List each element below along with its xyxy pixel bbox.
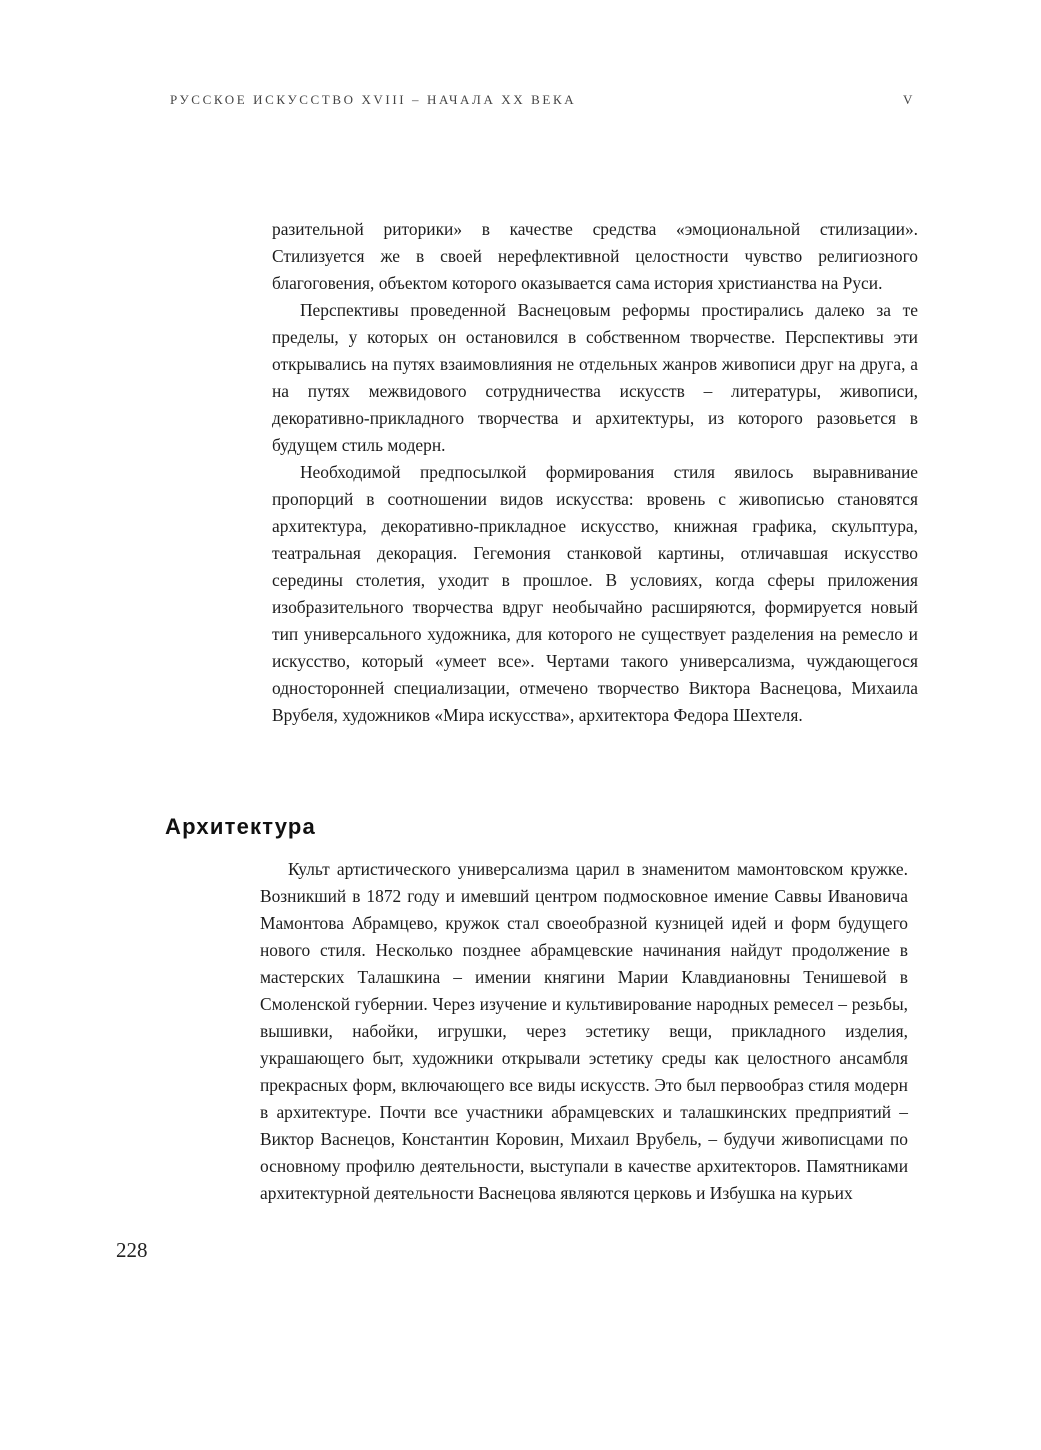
paragraph: Культ артистического универсализма царил в знаменитом мамонтовском кружке. Возникший в 1872 году и имевший центром подмосковное имение Саввы Ивановича Мамонтова Абрамцево, кружок стал своеобразной кузницей идей и форм будущего нового стиля. Несколько позднее абрамцевские начинания найдут продолжение в мастерских Талашкина – имении княгини Марии Клавдиановны Тенишевой в Смоленской губернии. Через изучение и культивирование народных ремесел – резьбы, вышивки, набойки, игрушки, через эстетику вещи, прикладного изделия, украшающего быт, художники открывали эстетику среды как целостного ансамбля прекрасных форм, включающего все виды искусств. Это был первообраз стиля модерн в архитектуре. Почти все участники абрамцевских и талашкинских предприятий – Виктор Васнецов, Константин Коровин, Михаил Врубель, – будучи живописцами по основному профилю деятельности, выступали в качестве архитекторов. Памятниками архитектурной деятельности Васнецова являются церковь и Избушка на курьих bbox=[260, 859, 908, 1203]
section-heading: Архитектура bbox=[165, 814, 316, 839]
part-number: V bbox=[903, 92, 915, 107]
page-number: 228 bbox=[116, 1238, 148, 1262]
running-title: РУССКОЕ ИСКУССТВО XVIII – НАЧАЛА XX ВЕКА bbox=[170, 92, 577, 107]
paragraph: Перспективы проведенной Васнецовым реформы простирались далеко за те пределы, у которых он остановился в собственном творчестве. Перспективы эти открывались на путях взаимовлияния не отдельных жанров живописи друг на друга, а на путях межвидового сотрудничества искусств – литературы, живописи, декоративно-прикладного творчества и архитектуры, из которого разовьется в будущем стиль модерн. bbox=[272, 300, 918, 455]
paragraph-continued: разительной риторики» в качестве средства «эмоциональной стилизации». Стилизуется же в своей нерефлективной целостности чувство религиозного благоговения, объектом которого оказывается сама история христианства на Руси. bbox=[272, 219, 918, 293]
paragraph: Необходимой предпосылкой формирования стиля явилось выравнивание пропорций в соотношении видов искусства: вровень с живописью становятся архитектура, декоративно-прикладное искусство, книжная графика, скульптура, театральная декорация. Гегемония станковой картины, отличавшая искусство середины столетия, уходит в прошлое. В условиях, когда сферы приложения изобразительного творчества вдруг необычайно расширяются, формируется новый тип универсального художника, для которого не существует разделения на ремесло и искусство, который «умеет все». Чертами такого универсализма, чуждающегося односторонней специализации, отмечено творчество Виктора Васнецова, Михаила Врубеля, художников «Мира искусства», архитектора Федора Шехтеля. bbox=[272, 462, 918, 725]
intro-text-column bbox=[272, 216, 918, 729]
section-text-column bbox=[260, 856, 908, 1207]
